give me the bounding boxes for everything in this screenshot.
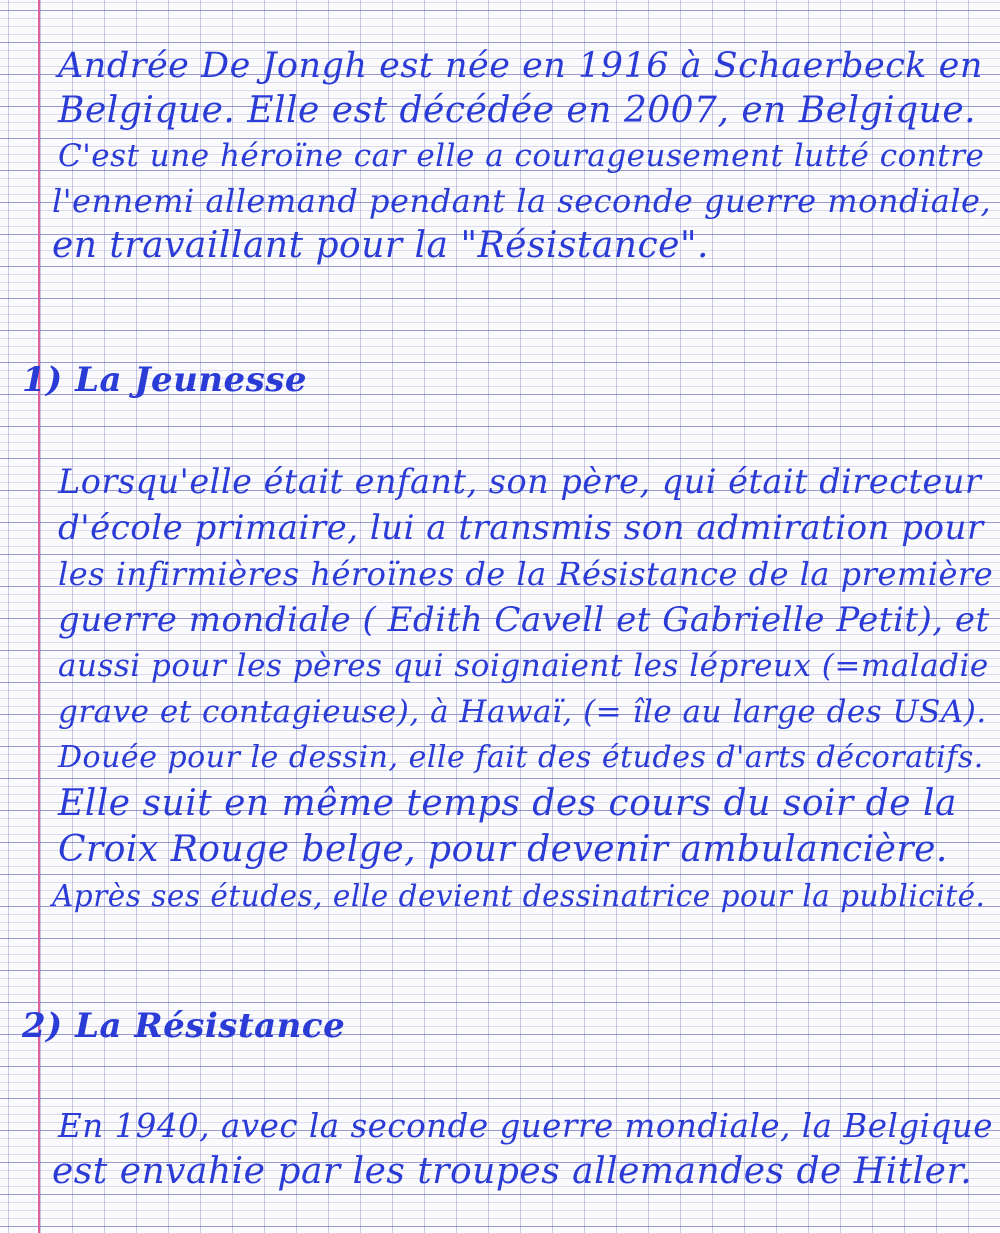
body-line: Douée pour le dessin, elle fait des études d'arts décoratifs. (58, 740, 984, 775)
body-line: les infirmières héroïnes de la Résistance de la première (58, 555, 994, 593)
body-line: est envahie par les troupes allemandes de Hitler. (52, 1151, 973, 1192)
body-line: En 1940, avec la seconde guerre mondiale, la Belgique (58, 1107, 994, 1145)
body-line: grave et contagieuse), à Hawaï, (= île au large des USA). (58, 694, 987, 730)
margin-line (38, 0, 40, 1233)
intro-line: en travaillant pour la "Résistance". (52, 225, 709, 266)
section-heading: 1) La Jeunesse (22, 360, 308, 400)
body-line: guerre mondiale ( Edith Cavell et Gabrielle Petit), et (58, 600, 990, 640)
body-line: Lorsqu'elle était enfant, son père, qui était directeur (58, 462, 982, 501)
body-line: d'école primaire, lui a transmis son admiration pour (58, 508, 984, 548)
body-line: aussi pour les pères qui soignaient les lépreux (=maladie (58, 648, 989, 684)
intro-line: C'est une héroïne car elle a courageusement lutté contre (58, 138, 985, 174)
body-line: Croix Rouge belge, pour devenir ambulancière. (58, 829, 948, 870)
intro-line: l'ennemi allemand pendant la seconde guerre mondiale, (52, 182, 992, 220)
intro-line: Belgique. Elle est décédée en 2007, en Belgique. (58, 90, 977, 131)
body-line: Elle suit en même temps des cours du soir de la (58, 783, 957, 824)
body-line: Après ses études, elle devient dessinatrice pour la publicité. (52, 879, 986, 913)
intro-line: Andrée De Jongh est née en 1916 à Schaerbeck en (58, 46, 983, 86)
section-heading: 2) La Résistance (22, 1006, 346, 1046)
